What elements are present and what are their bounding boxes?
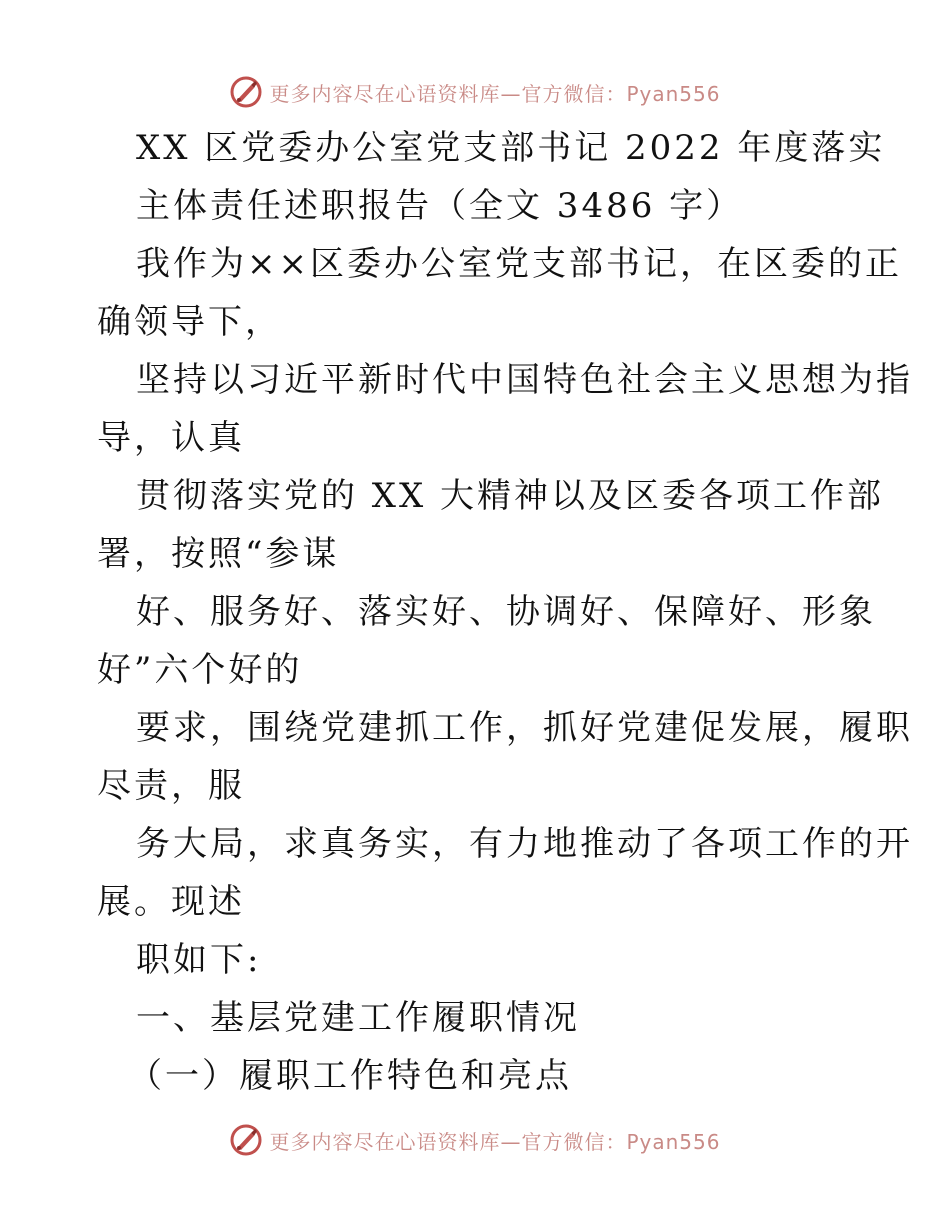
doc-text-line: 坚持以习近平新时代中国特色社会主义思想为指 (136, 360, 913, 400)
doc-text-line: 我作为××区委办公室党支部书记，在区委的正 (136, 244, 902, 284)
section-heading: 一、基层党建工作履职情况 (136, 998, 580, 1038)
doc-text-line: 展。现述 (97, 882, 245, 922)
watermark-text: 更多内容尽在心语资料库—官方微信：Pyan556 (269, 1129, 721, 1154)
doc-text-line: 导，认真 (97, 418, 245, 458)
doc-title-line-1: XX 区党委办公室党支部书记 2022 年度落实 (136, 128, 886, 168)
watermark-footer (0, 1120, 950, 1160)
doc-text-line: 署，按照“参谋 (97, 534, 340, 574)
doc-text-line: 务大局，求真务实，有力地推动了各项工作的开 (136, 824, 913, 864)
doc-text-line: 尽责，服 (97, 766, 245, 806)
doc-title-line-2: 主体责任述职报告（全文 3486 字） (136, 186, 744, 226)
doc-text-line: 好”六个好的 (97, 650, 303, 690)
doc-text-line: 贯彻落实党的 XX 大精神以及区委各项工作部 (136, 476, 885, 516)
pen-logo-icon (229, 1123, 263, 1157)
doc-text-line: 要求，围绕党建抓工作，抓好党建促发展，履职 (136, 708, 913, 748)
doc-text-line: 好、服务好、落实好、协调好、保障好、形象 (136, 592, 876, 632)
doc-text-line: 确领导下， (97, 302, 282, 342)
subsection-heading: （一）履职工作特色和亮点 (128, 1056, 572, 1096)
doc-text-line: 职如下: (136, 940, 262, 980)
watermark-text: 更多内容尽在心语资料库—官方微信：Pyan556 (269, 81, 721, 106)
